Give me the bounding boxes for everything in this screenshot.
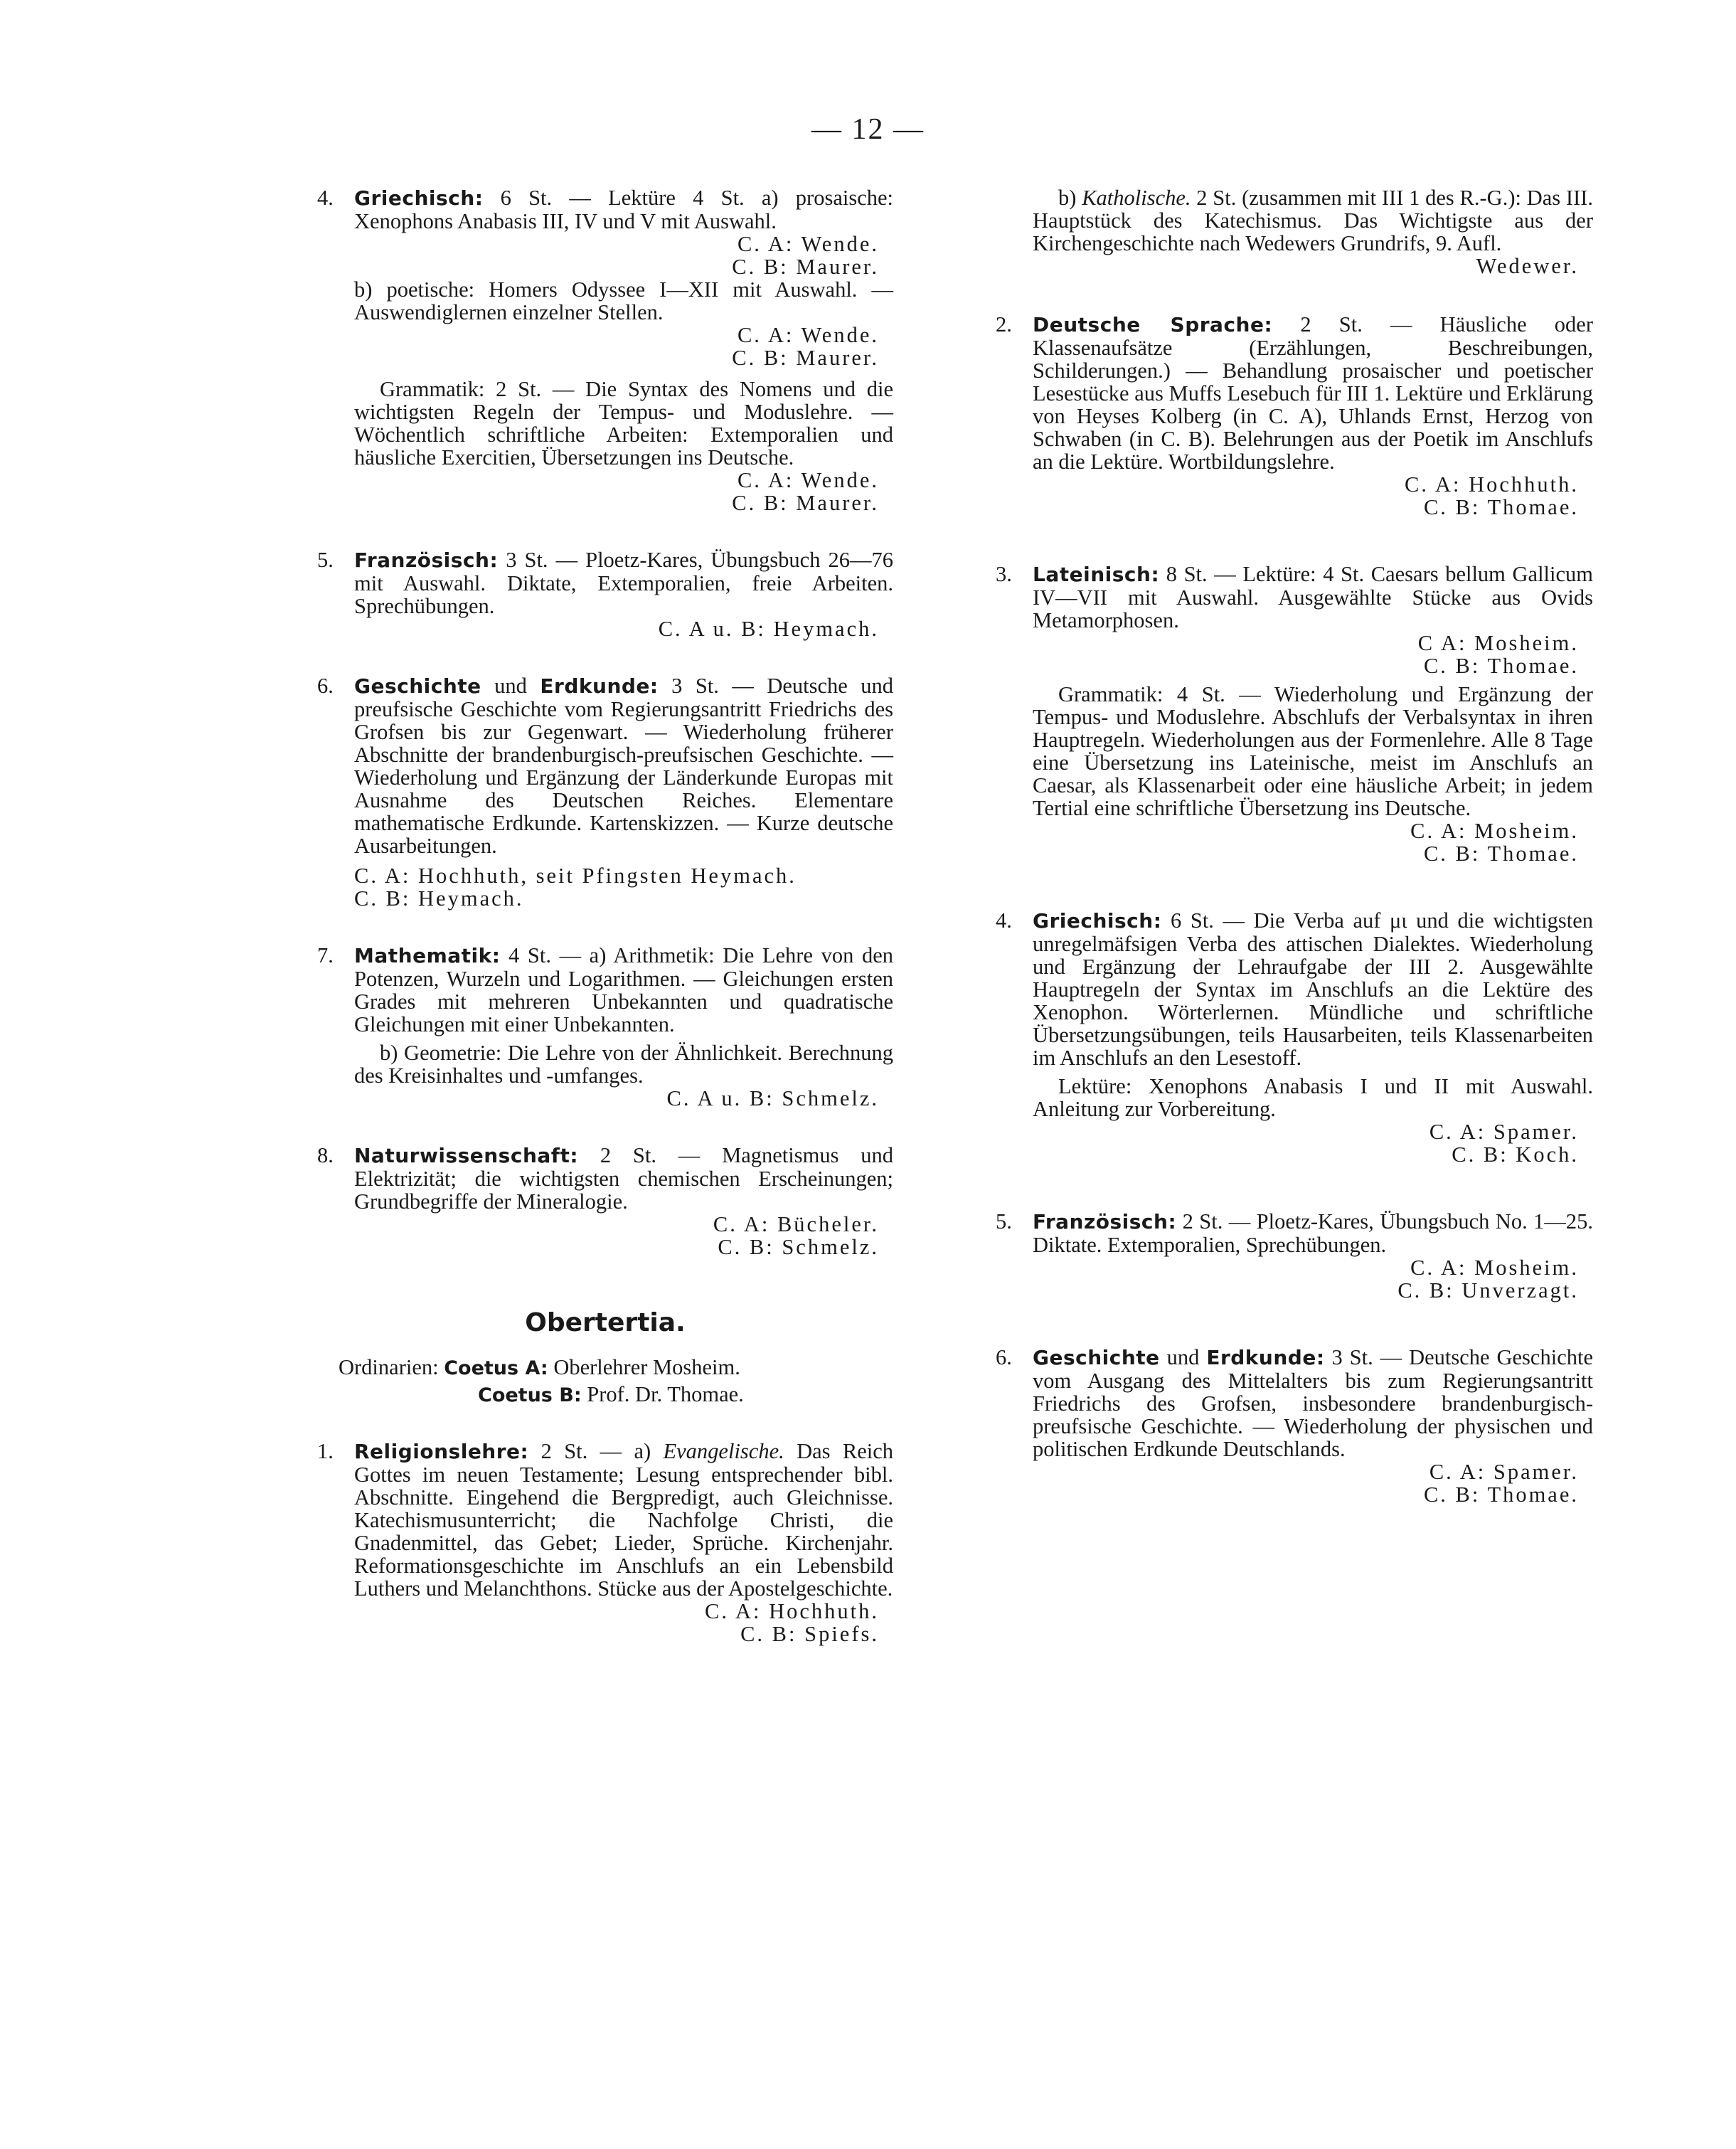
entry-text (317, 186, 893, 233)
subject-heading: Naturwissenschaft: (354, 1144, 579, 1167)
paragraph: 2 St. — Ploetz-Kares, Übungsbuch No. 1—25. Diktate. Extemporalien, Sprechübungen. (1033, 1209, 1593, 1257)
teacher-line: C. A: Spamer. (1429, 1120, 1579, 1144)
teacher-line: C. A: Hochhuth. (705, 1599, 879, 1623)
ordinarien-label: Ordinarien: (339, 1355, 439, 1379)
paragraph: 2 St. (zusammen mit III 1 des R.-G.): Das III. Hauptstück des Katechismus. Das Wichtigste aus der Kirchengeschichte nach Wedewers Grundrifs, 9. Aufl. (1033, 186, 1594, 255)
teacher-line: C. B: Thomae. (1423, 495, 1579, 519)
entry-number: 2. (996, 312, 1012, 336)
section-title: Obertertia. (525, 1308, 686, 1337)
teacher-line: C. A: Spamer. (1429, 1460, 1579, 1484)
subject-heading: Erdkunde: (540, 674, 659, 698)
entry-number: 4. (317, 186, 334, 210)
lead-text: 2 St. — a) (540, 1439, 651, 1463)
entry-number: 1. (317, 1439, 334, 1463)
entry-number: 4. (996, 908, 1012, 933)
teacher-line: C. B: Maurer. (732, 255, 879, 279)
teacher-line: C. B: Maurer. (732, 491, 879, 515)
entry-deutsche-sprache-ober (996, 313, 1593, 519)
entry-text (317, 548, 893, 617)
subject-heading: Französisch: (1033, 1210, 1177, 1233)
entry-number: 8. (317, 1143, 334, 1167)
paragraph: 2 St. — Häusliche oder Klassenaufsätze (Erzählungen, Beschreibungen, Schilderungen.) — Behandlung prosaischer und poetischer Lesestücke aus Muffs Lesebuch für III 1. Lektüre und Erklärung von Heyses Kolberg (in C. A), Uhlands Ernst, Herzog von Schwaben (in C. B). Belehrungen aus der Poetik im Anschlufs an die Lektüre. Wortbildungslehre. (1033, 312, 1593, 474)
left-column (317, 186, 893, 1680)
entry-katholische-religion (996, 186, 1593, 277)
teacher-line: C. A: Wende. (737, 468, 879, 492)
entry-text (317, 1440, 893, 1600)
entry-text (996, 1210, 1593, 1256)
subject-heading: Geschichte (1033, 1346, 1160, 1369)
entry-religionslehre-ober (317, 1440, 893, 1645)
teacher-line: C. A: Hochhuth, seit Pfingsten Heymach. (354, 864, 797, 888)
teacher-line: C. B: Koch. (1452, 1142, 1579, 1167)
entry-mathematik-unter (317, 944, 893, 1110)
teacher-line: C. A: Wende. (737, 232, 879, 256)
teacher-line: C. A u. B: Heymach. (658, 617, 879, 641)
entry-geschichte-ober (996, 1346, 1593, 1506)
subject-heading: Lateinisch: (1033, 563, 1160, 586)
paragraph: Grammatik: 2 St. — Die Syntax des Nomens und die wichtigsten Regeln der Tempus- und Moduslehre. — Wöchentlich schriftliche Arbeiten: Extemporalien und häusliche Exercitien, Übersetzungen ins Deutsche. (354, 377, 893, 469)
entry-franzoesisch-unter (317, 548, 893, 640)
teacher-line: C. A: Bücheler. (713, 1212, 879, 1236)
teacher-line: C. B: Spiefs. (740, 1622, 879, 1646)
paragraph: 3 St. — Deutsche Geschichte vom Ausgang des Mittelalters bis zum Regierungsantritt Friedrichs des Grofsen, insbesondere brandenburgisch-preufsische Geschichte. — Wiederholung der physischen und politischen Erdkunde Deutschlands. (1033, 1345, 1593, 1461)
paragraph: 6 St. — Die Verba auf μι und die wichtigsten unregelmäfsigen Verba des attischen Dialektes. Wiederholung und Ergänzung der Lehraufgabe der III 2. Ausgewählte Hauptregeln der Syntax im Anschlufs an die Lektüre des Xenophon. Wörterlernen. Mündliche und schriftliche Übersetzungsübungen, teils Hausarbeiten, teils Klassenarbeiten im Anschlufs an den Lesestoff. (1033, 908, 1593, 1070)
entry-text (996, 563, 1593, 632)
teacher-line: C. B: Thomae. (1423, 842, 1579, 866)
paragraph: 3 St. — Ploetz-Kares, Übungsbuch 26—76 mit Auswahl. Diktate, Extemporalien, freie Arbeiten. Sprechübungen. (354, 548, 893, 618)
ordinarien-line-b (317, 1381, 893, 1408)
entry-griechisch-unter (317, 186, 893, 514)
subject-heading: Erdkunde: (1206, 1346, 1325, 1369)
entry-text (996, 909, 1593, 1069)
teacher-line: C. A: Mosheim. (1410, 819, 1579, 843)
ordinarius-name: Prof. Dr. Thomae. (587, 1382, 744, 1406)
entry-text (317, 944, 893, 1036)
ordinarius-name: Oberlehrer Mosheim. (553, 1355, 740, 1379)
teacher-line: C. B: Thomae. (1423, 1482, 1579, 1507)
joiner: und (1166, 1345, 1200, 1369)
entry-text (317, 674, 893, 857)
paragraph: Lektüre: Xenophons Anabasis I und II mit Auswahl. Anleitung zur Vorbereitung. (1033, 1074, 1593, 1121)
teacher-line: C. B: Heymach. (354, 886, 524, 911)
ordinarien-line-a (317, 1354, 893, 1381)
teacher-line: C A: Mosheim. (1417, 631, 1579, 655)
subject-heading: Mathematik: (354, 944, 501, 967)
subject-heading: Religionslehre: (354, 1440, 529, 1463)
entry-naturwissenschaft-unter (317, 1144, 893, 1258)
entry-number: 6. (317, 674, 334, 698)
right-column (996, 186, 1593, 1550)
teacher-line: C. A: Hochhuth. (1405, 472, 1579, 497)
paragraph: 8 St. — Lektüre: 4 St. Caesars bellum Gallicum IV—VII mit Auswahl. Ausgewählte Stücke aus Ovids Metamorphosen. (1033, 562, 1594, 632)
entry-text (317, 1144, 893, 1213)
paragraph: b) Geometrie: Die Lehre von der Ähnlichkeit. Berechnung des Kreisinhaltes und -umfanges. (354, 1041, 893, 1088)
teacher-line: C. B: Maurer. (732, 346, 879, 370)
italic-label: Evangelische. (663, 1439, 784, 1463)
paragraph: 3 St. — Deutsche und preufsische Geschichte vom Regierungsantritt Friedrichs des Grofsen bis zur Gegenwart. — Wiederholung früherer Abschnitte der brandenburgisch-preufsischen Geschichte. — Wiederholung und Ergänzung der Länderkunde Europas mit Ausnahme des Deutschen Reiches. Elementare mathematische Erdkunde. Kartenskizzen. — Kurze deutsche Ausarbeitungen. (354, 674, 894, 858)
subject-heading: Geschichte (354, 674, 481, 698)
subject-heading: Deutsche Sprache: (1033, 313, 1273, 336)
entry-geschichte-unter (317, 674, 893, 910)
subject-heading: Französisch: (354, 548, 499, 572)
teacher-line: C. A: Wende. (737, 323, 879, 347)
paragraph: b) poetische: Homers Odyssee I—XII mit Auswahl. — Auswendiglernen einzelner Stellen. (354, 277, 893, 324)
entry-number: 5. (317, 548, 334, 572)
entry-lateinisch-ober (996, 563, 1593, 865)
teacher-line: C. A u. B: Schmelz. (666, 1086, 879, 1110)
paragraph: Grammatik: 4 St. — Wiederholung und Ergänzung der Tempus- und Moduslehre. Abschlufs der Verbalsyntax in ihren Hauptregeln. Wiederholungen aus der Formenlehre. Alle 8 Tage eine Übersetzung ins Lateinische, meist im Anschlufs an Caesar, als Klassenarbeit oder eine häusliche Arbeit; in jedem Tertial eine schriftliche Übersetzung ins Deutsche. (1033, 682, 1593, 820)
entry-griechisch-ober (996, 909, 1593, 1166)
entry-number: 7. (317, 943, 334, 967)
italic-label: Katholische. (1082, 186, 1191, 210)
ordinarien (317, 1354, 893, 1408)
teacher-line: C. B: Schmelz. (718, 1235, 879, 1259)
subject-heading: Griechisch: (1033, 909, 1162, 933)
entry-text (996, 186, 1593, 255)
joiner: und (494, 674, 527, 698)
lead-text: b) (1058, 186, 1077, 210)
entry-text (996, 313, 1593, 473)
teacher-line: C. B: Unverzagt. (1397, 1278, 1579, 1302)
paragraph: 2 St. — Magnetismus und Elektrizität; die wichtigsten chemischen Erscheinungen; Grundbegriffe der Mineralogie. (354, 1143, 893, 1214)
subject-heading: Griechisch: (354, 186, 484, 210)
entry-franzoesisch-ober (996, 1210, 1593, 1302)
entry-number: 5. (996, 1209, 1012, 1233)
paragraph: 4 St. — a) Arithmetik: Die Lehre von den Potenzen, Wurzeln und Logarithmen. — Gleichungen ersten Grades mit mehreren Unbekannten und quadratische Gleichungen mit einer Unbekannten. (354, 943, 893, 1036)
page-number: — 12 — (811, 113, 925, 146)
entry-text (996, 1346, 1593, 1460)
entry-number: 6. (996, 1345, 1012, 1369)
paragraph: 6 St. — Lektüre 4 St. a) prosaische: Xenophons Anabasis III, IV und V mit Auswahl. (354, 186, 894, 233)
teacher-line: C. B: Thomae. (1423, 654, 1579, 678)
paragraph: Das Reich Gottes im neuen Testamente; Lesung entsprechender bibl. Abschnitte. Eingehend die Bergpredigt, auch Gleichnisse. Katechismusunterricht; die Nachfolge Christi, die Gnadenmittel, das Gebet; Lieder, Sprüche. Kirchenjahr. Reformationsgeschichte im Anschlufs an ein Lebensbild Luthers und Melanchthons. Stücke aus der Apostelgeschichte. (354, 1439, 894, 1601)
entry-number: 3. (996, 562, 1012, 586)
coetus-label: Coetus B: (478, 1384, 582, 1406)
teacher-line: C. A: Mosheim. (1410, 1256, 1579, 1280)
coetus-label: Coetus A: (444, 1357, 548, 1379)
teacher-line: Wedewer. (1476, 254, 1579, 278)
